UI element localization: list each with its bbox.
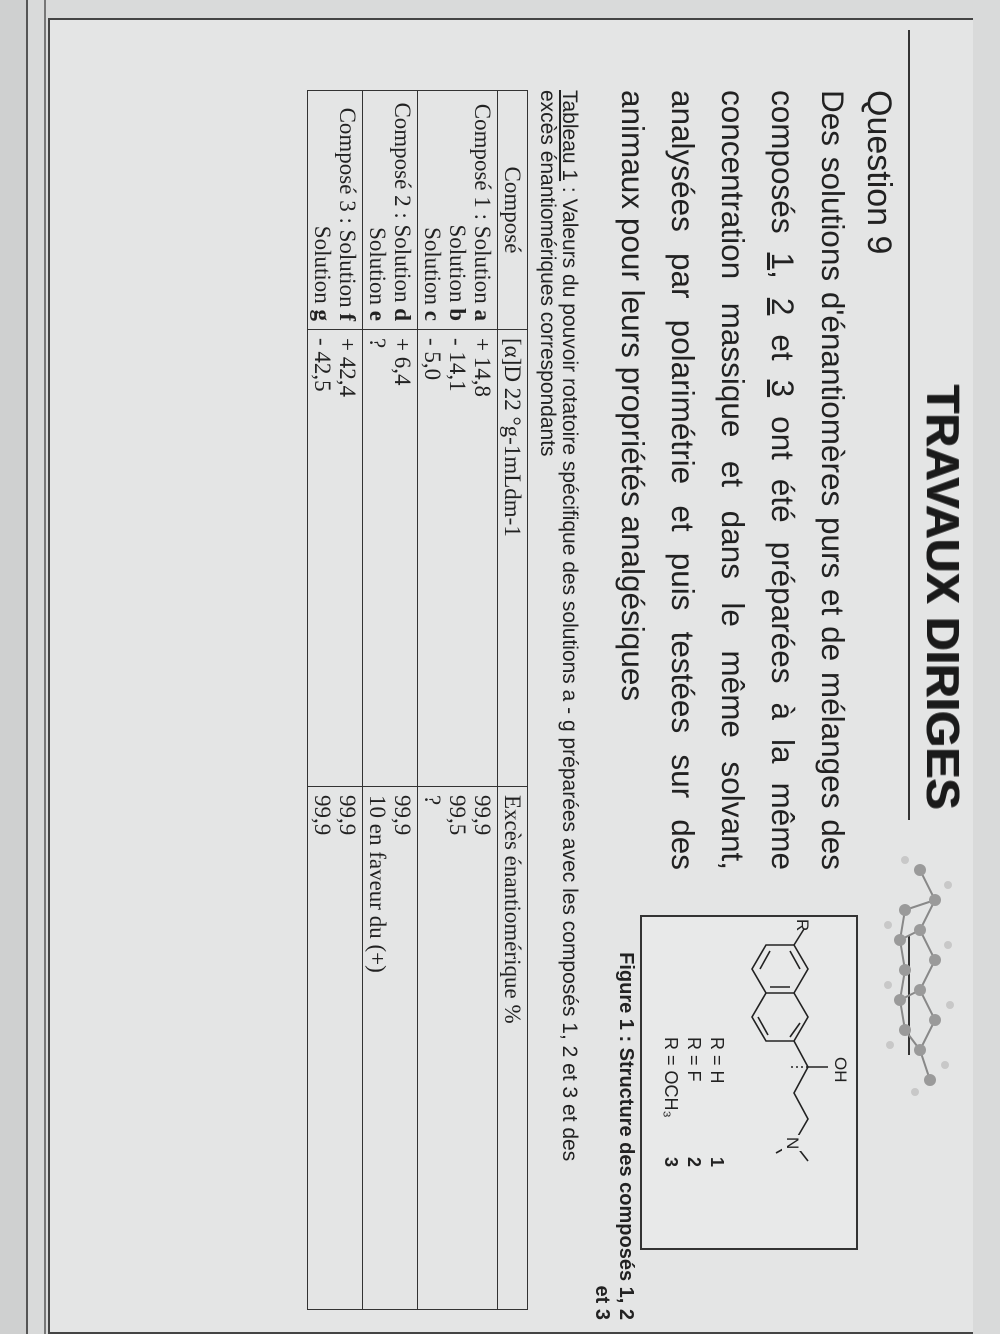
ee-value: 99,9	[335, 795, 360, 836]
compound-name: Composé 2 : Solution	[390, 102, 415, 303]
row-label	[390, 99, 415, 321]
table-row	[308, 91, 363, 1310]
row-label	[470, 99, 495, 321]
solution-label: Solution	[445, 224, 470, 303]
header-ee: Excès énantiomérique %	[498, 787, 528, 1310]
page-fold-line	[44, 0, 46, 1334]
substituent-legend	[659, 1037, 728, 1167]
worksheet-card	[48, 18, 973, 1334]
compound-name: Composé 1 : Solution	[470, 103, 495, 304]
compound-ref-1: 1	[765, 252, 801, 271]
ee-value: 99,5	[445, 795, 470, 836]
molecule-model-icon	[880, 850, 960, 1100]
legend-number: 1	[707, 1157, 727, 1168]
legend-row	[659, 1037, 682, 1167]
legend-text: R = OCH₃	[661, 1037, 681, 1118]
alpha-value: - 42,5	[310, 338, 335, 392]
solution-letter: a	[470, 309, 495, 321]
question-text-part: Des solutions d'énantiomères purs et de mélanges des composés	[765, 90, 851, 870]
solution-letter: g	[310, 309, 335, 321]
row-label	[335, 99, 360, 321]
compound-cell	[363, 91, 418, 330]
solution-letter: d	[390, 308, 415, 321]
solution-letter: f	[335, 313, 360, 321]
question-text-part: et	[765, 315, 801, 380]
table-row	[418, 91, 498, 1310]
alpha-value: - 14,1	[445, 338, 470, 392]
alpha-cell	[363, 330, 418, 787]
ee-value: 99,9	[470, 795, 495, 836]
oh-label: OH	[831, 1057, 850, 1083]
row-label	[445, 99, 470, 321]
compound-ref-2: 2	[765, 297, 801, 316]
ee-cell	[418, 787, 498, 1310]
question-label: Question 9	[860, 90, 898, 255]
figure-structure-box	[640, 915, 858, 1250]
rotated-page	[65, 30, 980, 1325]
ee-cell	[363, 787, 418, 1310]
ee-value: ?	[420, 795, 445, 806]
table-caption-text: : Valeurs du pouvoir rotatoire spécifique des solutions a - g préparées avec les composés 1, 2 et 3 et des excès énantiomériques correspondants	[536, 90, 581, 1162]
table-row	[363, 91, 418, 1310]
legend-text: R = F	[684, 1037, 704, 1082]
solution-label: Solution	[310, 225, 335, 304]
n-label: N	[783, 1137, 802, 1150]
row-label	[310, 99, 335, 321]
compound-ref-3: 3	[765, 379, 801, 398]
compound-cell	[308, 91, 363, 330]
table-caption-prefix: Tableau 1	[558, 90, 581, 182]
row-label	[365, 99, 390, 321]
header-compound: Composé	[498, 91, 528, 330]
table-caption	[536, 90, 580, 1200]
legend-text: R = H	[707, 1037, 727, 1084]
solution-label: Solution	[420, 227, 445, 306]
legend-row	[682, 1037, 705, 1167]
solution-letter: b	[445, 308, 470, 321]
alpha-value: + 6,4	[390, 338, 415, 386]
page-title: TRAVAUX DIRIGES	[917, 385, 969, 810]
solution-letter: e	[365, 310, 390, 321]
question-text	[608, 90, 858, 870]
solution-letter: c	[420, 310, 445, 321]
legend-row	[705, 1037, 728, 1167]
title-rule	[908, 30, 910, 820]
question-text-part: ,	[765, 270, 801, 298]
solution-label: Solution	[365, 227, 390, 306]
ee-value: 99,9	[390, 795, 415, 836]
alpha-cell	[308, 330, 363, 787]
alpha-value: ?	[365, 338, 390, 349]
row-label	[420, 99, 445, 321]
alpha-value: - 5,0	[420, 338, 445, 381]
ee-cell	[308, 787, 363, 1310]
ee-value: 10 en faveur du (+)	[365, 795, 390, 973]
compound-cell	[418, 91, 498, 330]
figure-caption: Figure 1 : Structure des composés 1, 2 et 3	[591, 952, 637, 1320]
r-label: R	[793, 919, 812, 932]
table-header-row	[498, 91, 528, 1310]
alpha-cell	[418, 330, 498, 787]
alpha-value: + 14,8	[470, 338, 495, 397]
legend-number: 2	[684, 1157, 704, 1168]
rotatory-power-table	[307, 90, 528, 1310]
question-text-part: ont été préparées à la même concentration massique et dans le même solvant, analysées par polarimétrie et puis testées sur des animaux pour leurs propriétés analgésiques	[615, 90, 801, 870]
ee-value: 99,9	[310, 795, 335, 836]
legend-number: 3	[661, 1157, 681, 1168]
alpha-value: + 42,4	[335, 338, 360, 397]
adjacent-page-edge	[0, 0, 28, 1334]
header-alpha: [α]D 22 °g-1mLdm-1	[498, 330, 528, 787]
compound-name: Composé 3 : Solution	[335, 107, 360, 308]
